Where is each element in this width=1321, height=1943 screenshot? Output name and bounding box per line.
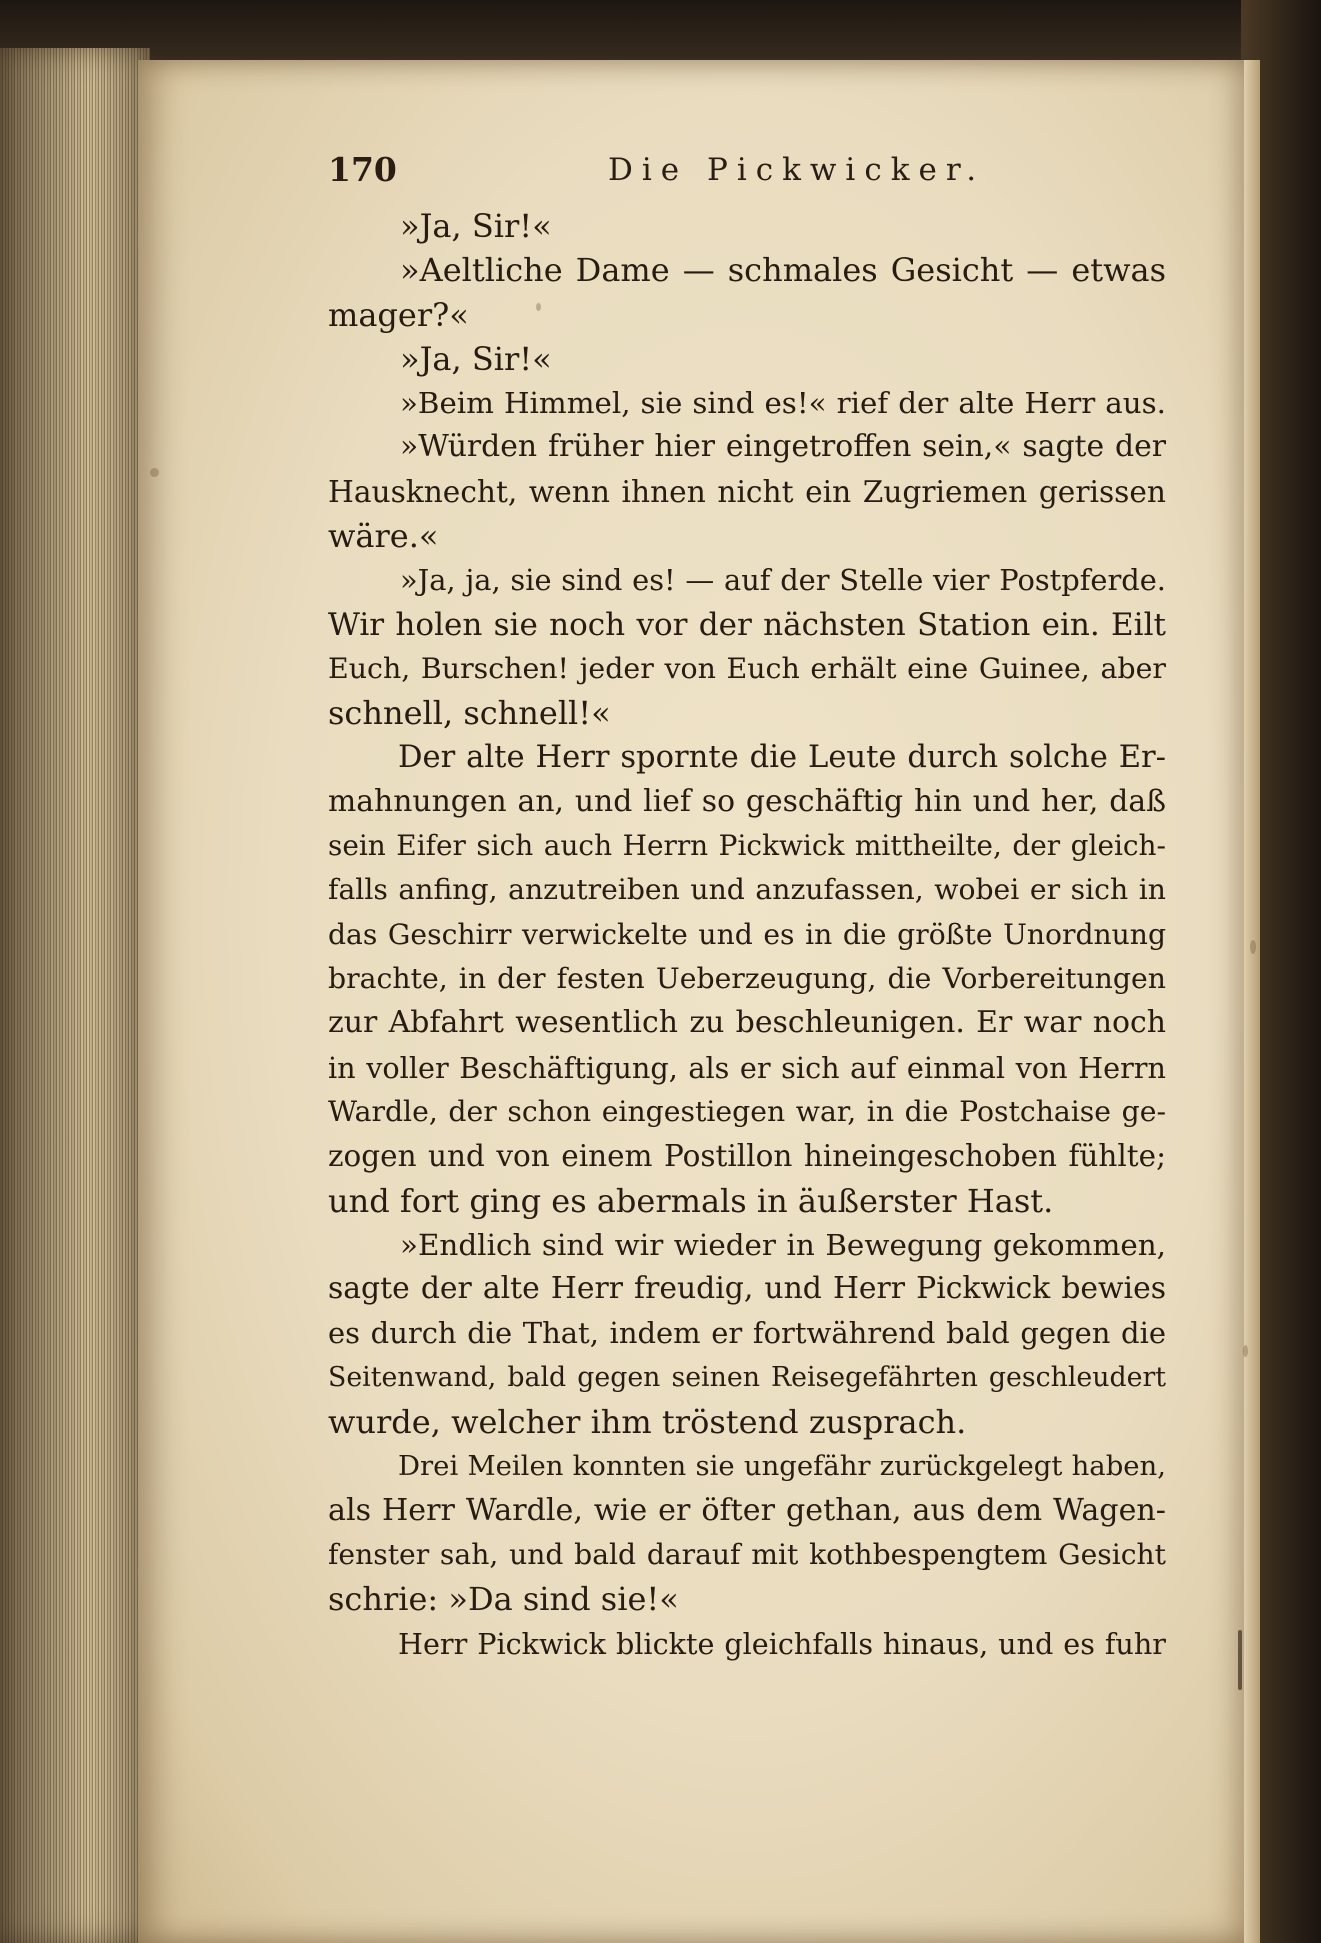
- text-line: und fort ging es abermals in äußerster Hast.: [328, 1181, 1054, 1220]
- text-line: »Endlich sind wir wieder in Bewegung gekommen,: [400, 1227, 1166, 1262]
- text-line: schnell, schnell!«: [328, 694, 611, 733]
- text-line: »Würden früher hier eingetroffen sein,« sagte der: [400, 429, 1166, 465]
- paper-stain: [1243, 1345, 1248, 1357]
- text-line: als Herr Wardle, wie er öfter gethan, aus dem Wagen-: [328, 1492, 1166, 1528]
- text-line: Drei Meilen konnten sie ungefähr zurückgelegt haben,: [398, 1450, 1166, 1483]
- text-line: Wir holen sie noch vor der nächsten Station ein. Eilt: [328, 606, 1166, 643]
- text-line: fenster sah, und bald darauf mit kothbespengtem Gesicht: [328, 1537, 1166, 1571]
- text-line: zur Abfahrt wesentlich zu beschleunigen. Er war noch: [328, 1005, 1166, 1041]
- page-number: 170: [328, 150, 397, 189]
- text-line: mahnungen an, und lief so geschäftig hin und her, daß: [328, 783, 1166, 819]
- text-line: »Ja, Sir!«: [400, 207, 552, 245]
- body-text: [328, 204, 1166, 1666]
- text-line: sein Eifer sich auch Herrn Pickwick mittheilte, der gleich-: [328, 829, 1166, 863]
- text-line: schrie: »Da sind sie!«: [328, 1580, 679, 1619]
- text-line: Wardle, der schon eingestiegen war, in die Postchaise ge-: [328, 1094, 1166, 1128]
- page-header: [328, 150, 1168, 200]
- text-line: zogen und von einem Postillon hineingeschoben fühlte;: [328, 1139, 1166, 1174]
- text-line: Seitenwand, bald gegen seinen Reisegefährten geschleudert: [328, 1361, 1166, 1393]
- paper-stain: [1238, 1630, 1242, 1690]
- text-line: wäre.«: [328, 517, 439, 556]
- text-line: »Ja, Sir!«: [400, 339, 552, 378]
- text-line: brachte, in der festen Ueberzeugung, die Vorbereitungen: [328, 962, 1166, 996]
- text-line: wurde, welcher ihm tröstend zusprach.: [328, 1403, 967, 1442]
- text-line: sagte der alte Herr freudig, und Herr Pickwick bewies: [328, 1271, 1166, 1307]
- paper-stain: [1250, 940, 1256, 954]
- text-line: »Aeltliche Dame — schmales Gesicht — etwas: [400, 251, 1166, 290]
- text-line: in voller Beschäftigung, als er sich auf einmal von Herrn: [328, 1050, 1166, 1085]
- text-line: Hausknecht, wenn ihnen nicht ein Zugriemen gerissen: [328, 473, 1166, 509]
- text-line: Herr Pickwick blickte gleichfalls hinaus, und es fuhr: [398, 1626, 1166, 1661]
- text-line: Der alte Herr spornte die Leute durch solche Er-: [398, 739, 1166, 775]
- text-line: das Geschirr verwickelte und es in die größte Unordnung: [328, 917, 1166, 951]
- text-line: falls anfing, anzutreiben und anzufassen, wobei er sich in: [328, 873, 1166, 907]
- paper-stain: [150, 468, 159, 477]
- running-head: Die Pickwicker.: [608, 152, 986, 188]
- text-line: Euch, Burschen! jeder von Euch erhält eine Guinee, aber: [328, 651, 1166, 685]
- text-line: mager?«: [328, 295, 469, 334]
- text-line: es durch die That, indem er fortwährend bald gegen die: [328, 1316, 1166, 1351]
- text-line: »Ja, ja, sie sind es! — auf der Stelle vier Postpferde.: [400, 563, 1166, 598]
- page-edges-shadow: [0, 48, 150, 1943]
- text-line: »Beim Himmel, sie sind es!« rief der alte Herr aus.: [400, 386, 1166, 421]
